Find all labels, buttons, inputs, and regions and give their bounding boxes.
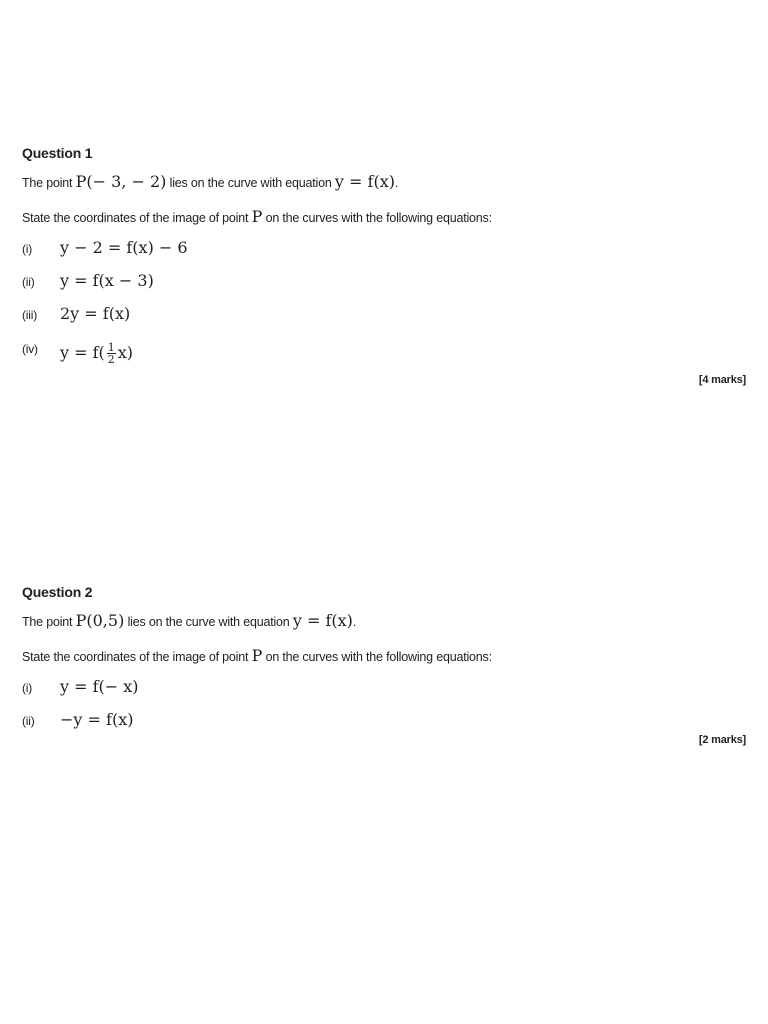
intro-punctuation: .: [394, 176, 399, 190]
part-equation: [60, 342, 133, 365]
part-equation: y − 2 = f(x) − 6: [60, 238, 188, 257]
equation-prefix: y = f(: [60, 343, 105, 362]
part-label: (ii): [22, 275, 35, 289]
part-label: (ii): [22, 714, 35, 728]
part-label: (i): [22, 242, 33, 256]
marks-label: [2 marks]: [698, 734, 746, 746]
question-part: [22, 338, 422, 368]
question-1: [22, 144, 746, 386]
question-title: Question 1: [22, 145, 93, 161]
question-part: [22, 271, 422, 295]
point-symbol: P: [251, 646, 263, 665]
curve-equation: y = f(x): [292, 611, 353, 630]
question-part: [22, 304, 422, 328]
part-label: (iii): [22, 308, 37, 322]
marks-label: [4 marks]: [698, 374, 746, 386]
part-label: (iv): [22, 342, 38, 356]
intro-text: lies on the curve with equation: [169, 176, 332, 190]
question-part: [22, 238, 422, 262]
instruction-text: on the curves with the following equations:: [265, 211, 492, 225]
part-equation: y = f(x − 3): [60, 271, 154, 290]
fraction: [107, 342, 116, 365]
instruction-text: on the curves with the following equations:: [265, 650, 492, 664]
point-expression: P(− 3, − 2): [75, 172, 167, 191]
intro-text: The point: [22, 176, 73, 190]
question-2: [22, 583, 746, 746]
intro-punctuation: .: [352, 615, 357, 629]
point-expression: P(0,5): [75, 611, 125, 630]
equation-suffix: x): [117, 343, 134, 362]
instruction-text: State the coordinates of the image of point: [22, 650, 249, 664]
part-equation: 2y = f(x): [60, 304, 131, 323]
question-instruction: [22, 646, 492, 665]
intro-text: The point: [22, 615, 73, 629]
instruction-text: State the coordinates of the image of point: [22, 211, 249, 225]
question-intro: [22, 172, 398, 191]
point-symbol: P: [251, 207, 263, 226]
fraction-denominator: 2: [107, 353, 115, 366]
question-title: Question 2: [22, 584, 93, 600]
curve-equation: y = f(x): [334, 172, 395, 191]
part-label: (i): [22, 681, 33, 695]
question-part: [22, 677, 422, 701]
part-equation: y = f(− x): [60, 677, 139, 696]
fraction-numerator: 1: [107, 341, 115, 354]
question-part: [22, 710, 422, 734]
question-instruction: [22, 207, 492, 226]
part-equation: −y = f(x): [60, 710, 134, 729]
question-intro: [22, 611, 356, 630]
intro-text: lies on the curve with equation: [127, 615, 290, 629]
